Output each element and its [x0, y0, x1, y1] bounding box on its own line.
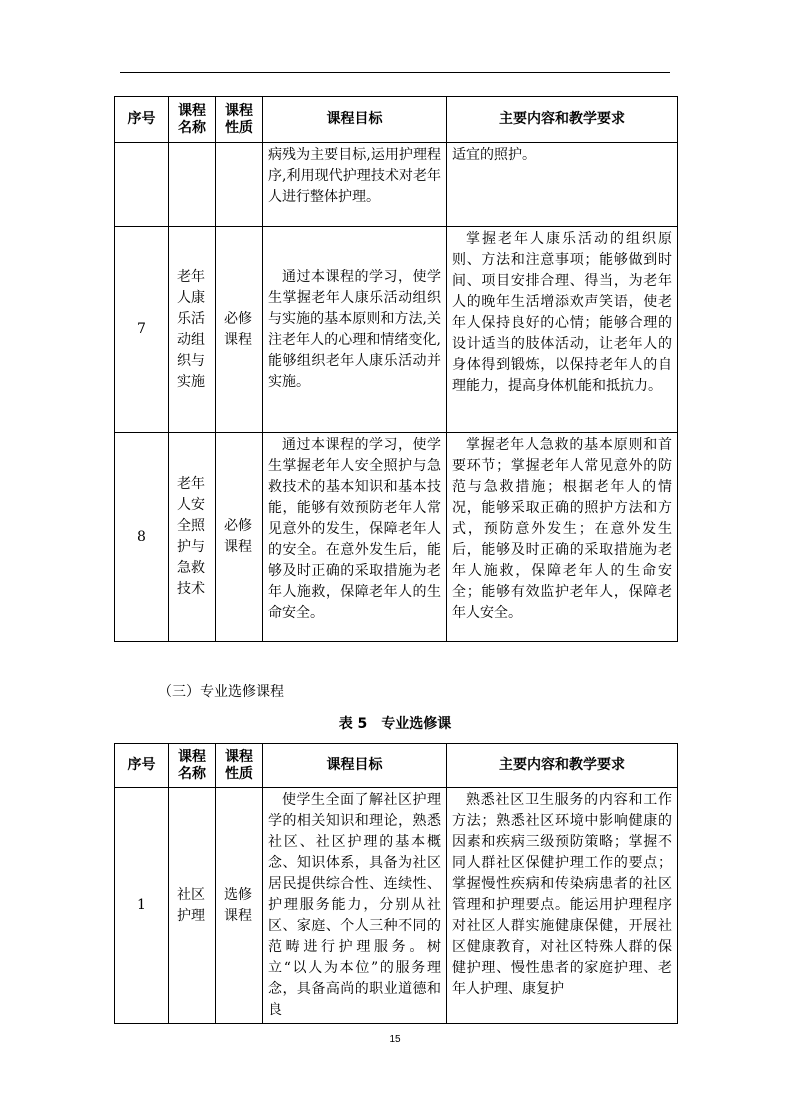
page-number: 15 [389, 1034, 401, 1045]
row-type-text: 选修课程 [224, 886, 252, 924]
row-name [169, 227, 216, 433]
header-goal: 课程目标 [263, 744, 447, 788]
row-goal [263, 788, 447, 1024]
row-content [447, 433, 678, 642]
table-row [115, 143, 678, 227]
row-name-text: 老年人康乐活动组织与实施 [177, 268, 205, 390]
row-goal [263, 227, 447, 433]
row-content [447, 143, 678, 227]
row-type [216, 227, 263, 433]
row-type [216, 143, 263, 227]
header-num: 序号 [115, 744, 169, 788]
row-goal-text: 通过本课程的学习，使学生掌握老年人安全照护与急救技术的基本知识和基本技能，能够有效预防老年人常见意外的发生，保障老年人的安全。在意外发生后，能够及时正确的采取措施为老年人施救，保障老年人的生命安全。 [268, 437, 441, 621]
header-name: 课程名称 [169, 744, 216, 788]
row-num: 7 [115, 227, 169, 433]
table-row [115, 788, 678, 1024]
row-type-text: 必修课程 [224, 518, 252, 555]
row-num [115, 143, 169, 227]
row-goal-text: 通过本课程的学习，使学生掌握老年人康乐活动组织与实施的基本原则和方法,关注老年人的心理和情绪变化,能够组织老年人康乐活动并实施。 [268, 268, 441, 390]
header-num: 序号 [115, 97, 169, 143]
row-content-text: 掌握老年人急救的基本原则和首要环节；掌握老年人常见意外的防范与急救措施；根据老年人的情况，能够采取正确的照护方法和方式，预防意外发生；在意外发生后，能够及时正确的采取措施为老年人施救，保障老年人的生命安全；能够有效监护老年人，保障老年人安全。 [452, 437, 672, 621]
header-rule [120, 72, 670, 73]
header-type: 课程性质 [216, 97, 263, 143]
row-goal [263, 433, 447, 642]
row-content-text: 掌握老年人康乐活动的组织原则、方法和注意事项；能够做到时间、项目安排合理、得当，为老年人的晚年生活增添欢声笑语，使老年人保持良好的心情；能够合理的设计适当的肢体活动，让老年人的身体得到锻炼，以保持老年人的自理能力，提高身体机能和抵抗力。 [452, 231, 672, 394]
table-caption: 表 5 专业选修课 [338, 716, 452, 732]
row-content-text: 适宜的照护。 [452, 147, 536, 163]
header-type: 课程性质 [216, 744, 263, 788]
course-table-required [114, 96, 678, 642]
table-header-row [115, 97, 678, 143]
row-type [216, 433, 263, 642]
header-content: 主要内容和教学要求 [447, 744, 678, 788]
row-num: 8 [115, 433, 169, 642]
row-content [447, 788, 678, 1024]
row-num: 1 [115, 788, 169, 1024]
row-name-text: 老年人安全照护与急救技术 [177, 476, 205, 597]
table-row [115, 227, 678, 433]
row-content [447, 227, 678, 433]
row-type-text: 必修课程 [224, 310, 252, 348]
row-name [169, 788, 216, 1024]
row-goal [263, 143, 447, 227]
row-content-text: 熟悉社区卫生服务的内容和工作方法；熟悉社区环境中影响健康的因素和疾病三级预防策略；掌握不同人群社区保健护理工作的要点；掌握慢性疾病和传染病患者的社区管理和护理要点。能运用护理程序对社区人群实施健康保健，开展社区健康教育，对社区特殊人群的保健护理、慢性患者的家庭护理、老年人护理、康复护 [452, 792, 672, 997]
header-goal: 课程目标 [263, 97, 447, 143]
section-heading: （三）专业选修课程 [158, 684, 284, 700]
course-table-elective [114, 743, 678, 1024]
row-name-text: 社区护理 [177, 886, 205, 924]
header-content: 主要内容和教学要求 [447, 97, 678, 143]
table-header-row [115, 744, 678, 788]
row-goal-text: 使学生全面了解社区护理学的相关知识和理论，熟悉社区、社区护理的基本概念、知识体系，具备为社区居民提供综合性、连续性、护理服务能力，分别从社区、家庭、个人三种不同的范畴进行护理服务。树立“以人为本位”的服务理念，具备高尚的职业道德和良 [268, 792, 441, 1018]
row-name [169, 433, 216, 642]
row-goal-text: 病残为主要目标,运用护理程序,利用现代护理技术对老年人进行整体护理。 [268, 147, 441, 205]
row-type [216, 788, 263, 1024]
row-name [169, 143, 216, 227]
header-name: 课程名称 [169, 97, 216, 143]
table-row [115, 433, 678, 642]
